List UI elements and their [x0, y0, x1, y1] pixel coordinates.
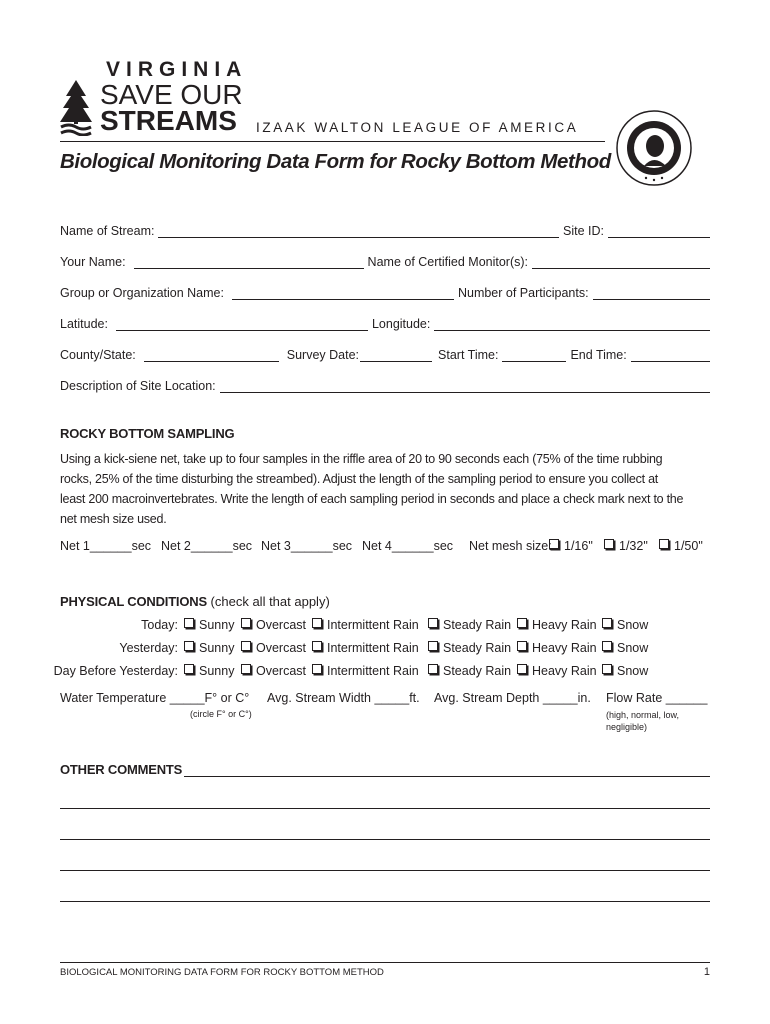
certified-input[interactable] [532, 256, 710, 269]
group-label: Group or Organization Name: [60, 286, 224, 300]
yesterday-sunny[interactable] [184, 641, 234, 655]
stream-depth-field[interactable]: Avg. Stream Depth _____in. [434, 691, 591, 705]
net3-field[interactable]: Net 3______sec [261, 539, 353, 553]
checkbox-icon [549, 539, 559, 549]
comment-line-2[interactable] [60, 808, 710, 809]
today-intermittent[interactable] [312, 618, 419, 632]
field-row-stream [60, 220, 710, 238]
heavy-label: Heavy Rain [532, 618, 597, 632]
overcast-label: Overcast [256, 641, 307, 655]
checkbox-icon [517, 618, 527, 628]
comment-line-5[interactable] [60, 901, 710, 902]
mesh-16-label: 1/16" [564, 539, 593, 553]
field-row-group [60, 282, 710, 300]
net4-field[interactable]: Net 4______sec [362, 539, 454, 553]
start-time-input[interactable] [502, 349, 566, 362]
today-label: Today: [141, 618, 178, 632]
longitude-input[interactable] [434, 318, 710, 331]
sampling-para-line3: least 200 macroinvertebrates. Write the length of each sampling period in seconds and place a check mark next to the [60, 492, 684, 506]
footer-title: BIOLOGICAL MONITORING DATA FORM FOR ROCKY BOTTOM METHOD [60, 967, 384, 978]
end-time-label: End Time: [570, 348, 627, 362]
yesterday-snow[interactable] [602, 641, 648, 655]
comment-line-4[interactable] [60, 870, 710, 871]
checkbox-icon [184, 618, 194, 628]
steady-label: Steady Rain [443, 641, 512, 655]
physical-heading: PHYSICAL CONDITIONS [60, 594, 207, 609]
participants-label: Number of Participants: [457, 286, 589, 300]
yesterday-intermittent[interactable] [312, 641, 419, 655]
field-row-description [60, 375, 710, 393]
stream-input[interactable] [158, 225, 559, 238]
sunny-label: Sunny [199, 664, 235, 678]
intermittent-label: Intermittent Rain [327, 641, 419, 655]
flow-rate-field[interactable]: Flow Rate ______ [606, 691, 708, 705]
site-id-input[interactable] [608, 225, 710, 238]
field-row-coords [60, 313, 710, 331]
checkbox-icon [184, 641, 194, 651]
today-snow[interactable] [602, 618, 648, 632]
daybefore-snow[interactable] [602, 664, 648, 678]
sunny-label: Sunny [199, 618, 235, 632]
county-label: County/State: [60, 348, 136, 362]
logo-tree-icon [59, 78, 93, 136]
checkbox-icon [659, 539, 669, 549]
checkbox-icon [602, 664, 612, 674]
checkbox-icon [312, 641, 322, 651]
checkbox-icon [312, 664, 322, 674]
net2-field[interactable]: Net 2______sec [161, 539, 253, 553]
sampling-para-line1: Using a kick-siene net, take up to four samples in the riffle area of 20 to 90 seconds each (75% of the time rubbing [60, 452, 663, 466]
mesh-size-label: Net mesh size: [469, 539, 552, 553]
water-temp-field[interactable]: Water Temperature _____F° or C° [60, 691, 250, 705]
survey-date-label: Survey Date: [286, 348, 360, 362]
overcast-label: Overcast [256, 664, 307, 678]
logo-line2: STREAMS [100, 105, 237, 136]
your-name-label: Your Name: [60, 255, 126, 269]
steady-label: Steady Rain [443, 664, 512, 678]
flow-note-line2: negligible) [606, 722, 648, 732]
seal-emblem [616, 110, 692, 186]
day-before-label: Day Before Yesterday: [53, 664, 178, 678]
intermittent-label: Intermittent Rain [327, 664, 419, 678]
description-input[interactable] [220, 380, 710, 393]
steady-label: Steady Rain [443, 618, 512, 632]
physical-heading-row [60, 594, 330, 609]
certified-label: Name of Certified Monitor(s): [367, 255, 529, 269]
checkbox-icon [517, 641, 527, 651]
yesterday-overcast[interactable] [241, 641, 306, 655]
yesterday-label: Yesterday: [119, 641, 178, 655]
participants-input[interactable] [593, 287, 710, 300]
snow-label: Snow [617, 641, 649, 655]
yesterday-heavy[interactable] [517, 641, 597, 655]
checkbox-icon [428, 618, 438, 628]
checkbox-icon [602, 641, 612, 651]
checkbox-icon [184, 664, 194, 674]
latitude-label: Latitude: [60, 317, 108, 331]
survey-date-input[interactable] [360, 349, 432, 362]
stream-label: Name of Stream: [60, 224, 155, 238]
checkbox-icon [604, 539, 614, 549]
logo-state: VIRGINIA [106, 58, 248, 81]
today-steady[interactable] [428, 618, 511, 632]
start-time-label: Start Time: [438, 348, 499, 362]
comment-line-1[interactable] [184, 764, 710, 777]
snow-label: Snow [617, 618, 649, 632]
overcast-label: Overcast [256, 618, 307, 632]
daybefore-steady[interactable] [428, 664, 511, 678]
description-label: Description of Site Location: [60, 379, 216, 393]
comments-heading-row [60, 759, 710, 777]
checkbox-icon [602, 618, 612, 628]
latitude-input[interactable] [116, 318, 368, 331]
field-row-names [60, 251, 710, 269]
page-number: 1 [703, 966, 710, 978]
checkbox-icon [428, 641, 438, 651]
flow-note [606, 709, 679, 733]
daybefore-overcast[interactable] [241, 664, 306, 678]
snow-label: Snow [617, 664, 649, 678]
heavy-label: Heavy Rain [532, 641, 597, 655]
footer-rule [60, 962, 710, 963]
checkbox-icon [241, 641, 251, 651]
yesterday-steady[interactable] [428, 641, 511, 655]
sampling-para-line2: rocks, 25% of the time disturbing the streambed). Adjust the length of the sampling period to ensure you collect at [60, 472, 658, 486]
county-input[interactable] [144, 349, 279, 362]
longitude-label: Longitude: [371, 317, 431, 331]
checkbox-icon [312, 618, 322, 628]
sampling-heading: ROCKY BOTTOM SAMPLING [60, 426, 235, 441]
circle-note: (circle F° or C°) [190, 709, 252, 719]
stream-width-field[interactable]: Avg. Stream Width _____ft. [267, 691, 420, 705]
mesh-option-16[interactable] [549, 539, 593, 553]
sampling-instructions [60, 449, 683, 529]
daybefore-intermittent[interactable] [312, 664, 419, 678]
mesh-50-label: 1/50" [674, 539, 703, 553]
your-name-input[interactable] [134, 256, 364, 269]
today-heavy[interactable] [517, 618, 597, 632]
field-row-survey [60, 344, 710, 362]
group-input[interactable] [232, 287, 454, 300]
today-overcast[interactable] [241, 618, 306, 632]
flow-note-line1: (high, normal, low, [606, 710, 680, 720]
mesh-option-50[interactable] [659, 539, 703, 553]
checkbox-icon [517, 664, 527, 674]
header-rule [60, 141, 605, 142]
daybefore-heavy[interactable] [517, 664, 597, 678]
sunny-label: Sunny [199, 641, 235, 655]
checkbox-icon [428, 664, 438, 674]
physical-note: (check all that apply) [210, 594, 330, 609]
net1-field[interactable]: Net 1______sec [60, 539, 152, 553]
comments-heading: OTHER COMMENTS [60, 762, 183, 777]
checkbox-icon [241, 664, 251, 674]
logo-line1: SAVE OUR [100, 79, 243, 110]
heavy-label: Heavy Rain [532, 664, 597, 678]
page-title: Biological Monitoring Data Form for Rocky Bottom Method [60, 150, 611, 173]
mesh-option-32[interactable] [604, 539, 648, 553]
site-id-label: Site ID: [563, 224, 604, 238]
daybefore-sunny[interactable] [184, 664, 234, 678]
logo-org: IZAAK WALTON LEAGUE OF AMERICA [256, 120, 579, 135]
today-sunny[interactable] [184, 618, 234, 632]
end-time-input[interactable] [631, 349, 710, 362]
intermittent-label: Intermittent Rain [327, 618, 419, 632]
comment-line-3[interactable] [60, 839, 710, 840]
mesh-32-label: 1/32" [619, 539, 648, 553]
checkbox-icon [241, 618, 251, 628]
sampling-para-line4: net mesh size used. [60, 512, 167, 526]
